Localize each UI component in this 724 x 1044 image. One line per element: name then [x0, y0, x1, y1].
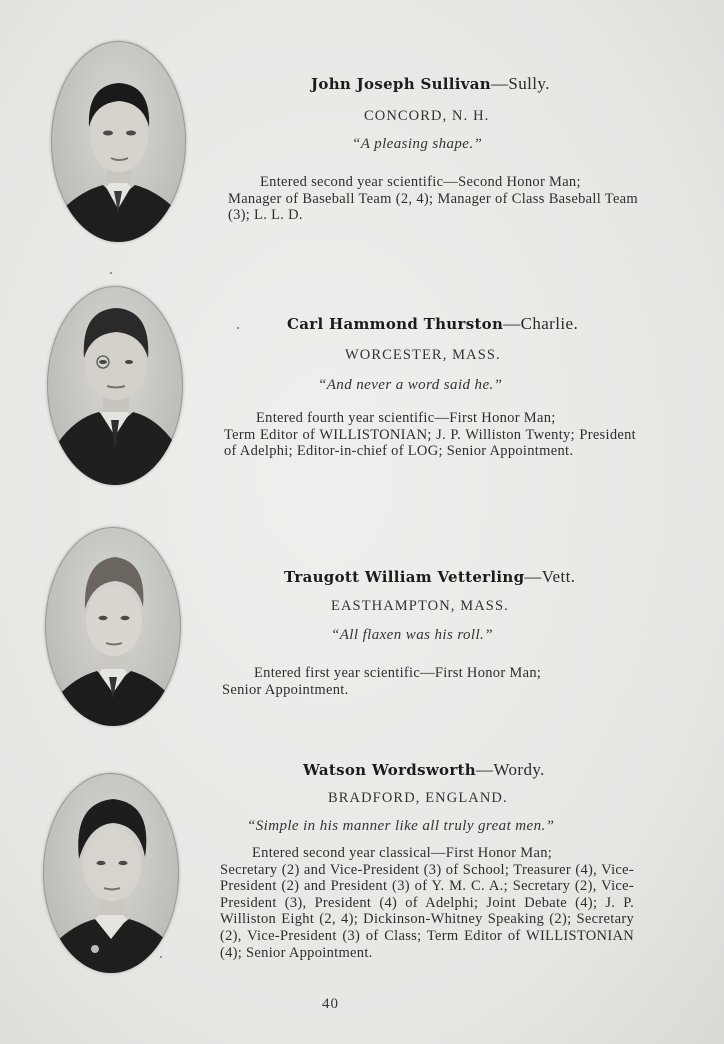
portrait-photo: [43, 773, 179, 973]
bio-first-line: Entered first year scientific—First Honor Man;: [254, 665, 542, 681]
paper-speck: [237, 327, 239, 329]
student-nickname: —Sully.: [491, 74, 550, 93]
hometown: EASTHAMPTON, MASS.: [331, 598, 509, 614]
name-line: [303, 760, 545, 780]
biography: [228, 174, 638, 224]
motto-quote: “All flaxen was his roll.”: [331, 627, 493, 643]
motto-quote: “A pleasing shape.”: [352, 136, 483, 152]
bio-first-line: Entered second year classical—First Honor Man;: [252, 845, 553, 861]
name-line: [284, 567, 575, 587]
motto-quote: “And never a word said he.”: [318, 377, 503, 393]
paper-speck: [110, 272, 112, 274]
paper-speck: [160, 956, 162, 958]
student-nickname: —Charlie.: [503, 314, 579, 333]
portrait-photo: [45, 527, 181, 726]
student-name: John Joseph Sullivan: [311, 75, 492, 93]
portrait-photo: [51, 41, 186, 242]
student-nickname: —Vett.: [524, 567, 576, 586]
hometown: BRADFORD, ENGLAND.: [328, 790, 508, 806]
hometown: CONCORD, N. H.: [364, 108, 490, 124]
bio-first-line: Entered fourth year scientific—First Honor Man;: [256, 410, 556, 426]
bio-text: Senior Appointment.: [222, 681, 349, 698]
bio-text: Secretary (2) and Vice-President (3) of School; Treasurer (4), Vice-President (2) and President (3) of Y. M. C. A.; Secretary (2), Vice-President (3), President (4) of Adelphi; Joint Debate (4); J. P. Williston Eight (2, 4); Dickinson-Whitney Speaking (2); Secretary (2), Vice-President (3) of Class; Term Editor of WILLISTONIAN (4); Senior Appointment.: [220, 861, 634, 961]
name-line: [287, 314, 578, 334]
bio-text: Term Editor of WILLISTONIAN; J. P. Williston Twenty; President of Adelphi; Editor-in-chief of LOG; Senior Appointment.: [224, 426, 636, 460]
student-name: Watson Wordsworth: [303, 761, 476, 779]
student-name: Carl Hammond Thurston: [287, 315, 504, 333]
student-nickname: —Wordy.: [476, 760, 545, 779]
hometown: WORCESTER, MASS.: [345, 347, 501, 363]
bio-first-line: Entered second year scientific—Second Honor Man;: [260, 174, 581, 190]
bio-text: Manager of Baseball Team (2, 4); Manager of Class Baseball Team (3); L. L. D.: [228, 190, 638, 224]
page-number: 40: [322, 996, 339, 1012]
biography: [220, 845, 634, 961]
student-name: Traugott William Vetterling: [284, 568, 525, 586]
motto-quote: “Simple in his manner like all truly great men.”: [247, 818, 555, 834]
name-line: [311, 74, 550, 94]
portrait-photo: [47, 286, 183, 485]
biography: [222, 665, 636, 698]
biography: [224, 410, 636, 460]
